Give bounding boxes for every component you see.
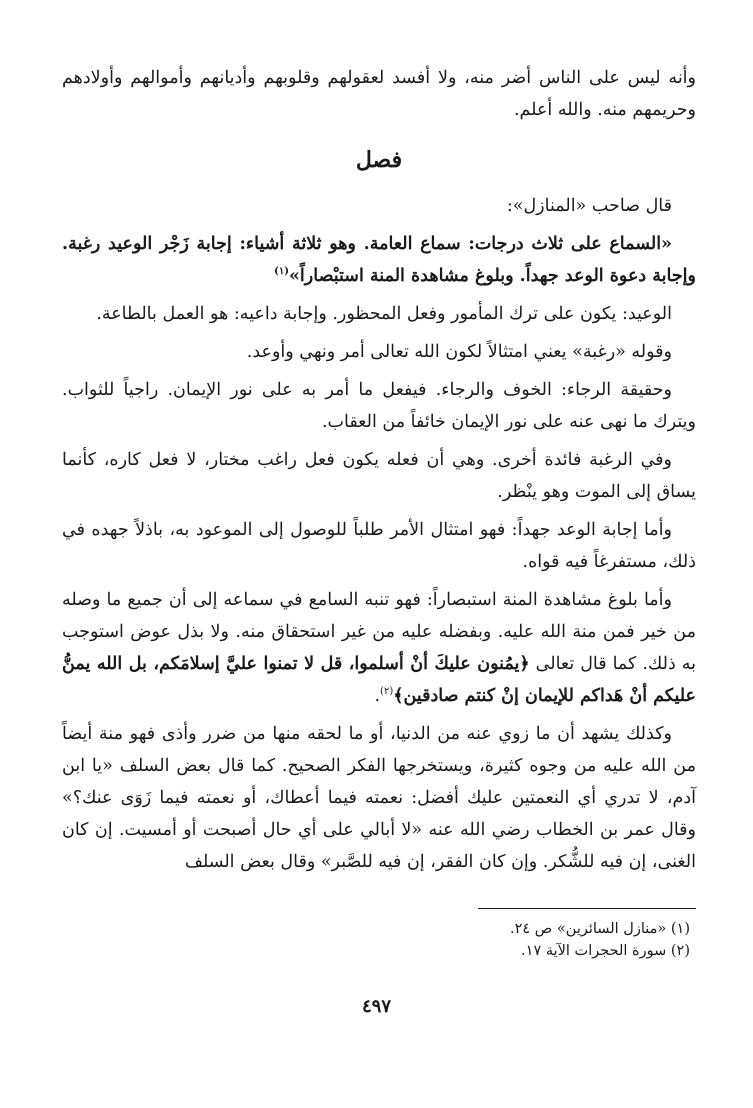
paragraph-7: وفي الرغبة فائدة أخرى. وهي أن فعله يكون فعل راغب مختار، لا فعل كاره، كأنما يساق إلى الموت وهو ينْظر. — [62, 450, 696, 502]
section-title: فصل — [355, 147, 403, 173]
footnote-divider — [478, 908, 696, 909]
page-number: ٤٩٧ — [361, 996, 391, 1017]
footnote-1: (١) «منازل السائرين» ص ٢٤. — [509, 921, 690, 937]
quran-quote: ﴿يمُنون عليكَ أنْ أسلموا، قل لا تمنوا عليَّ إسلامَكم، بل الله يمنُّ عليكم أنْ هَداكم للإيمان إنْ كنتم صادقين﴾ — [62, 654, 696, 706]
footnote-ref-1: (١) — [274, 266, 289, 278]
page-body — [62, 62, 696, 884]
paragraph-3-text: «السماع على ثلاث درجات: سماع العامة. وهو ثلاثة أشياء: إجابة زَجْر الوعيد رغبة. وإجابة دعوة الوعد جهداً. وبلوغ مشاهدة المنة استبْصاراً» — [62, 234, 696, 286]
paragraph-9-text: وأما بلوغ مشاهدة المنة استبصاراً: فهو تنبه السامع في سماعه إلى أن جميع ما وصله من خير فمن منة الله عليه. وبفضله عليه من غير استحقاق منه. ولا بذل عوض استوجب به ذلك. كما قال تعالى — [62, 590, 697, 674]
paragraph-10: وكذلك يشهد أن ما زوي عنه من الدنيا، أو ما لحقه منها من ضرر وأذى فهو منة أيضاً من الله عليه من وجوه كثيرة، ويستخرجها الفكر الصحيح. كما قال بعض السلف «يا ابن آدم، لا تدري أي النعمتين عليك أفضل: نعمته فيما أعطاك، أو نعمته فيما زَوَى عنك؟» وقال عمر بن الخطاب رضي الله عنه «لا أبالي على أي حال أصبحت أو أمسيت. إن كان الغنى، إن فيه للشُّكر. وإن كان الفقر، إن فيه للصَّبر» وقال بعض السلف — [62, 724, 696, 872]
paragraph-9-end: . — [374, 686, 381, 706]
paragraph-4: الوعيد: يكون على ترك المأمور وفعل المحظور. وإجابة داعيه: هو العمل بالطاعة. — [96, 304, 672, 324]
footnotes — [62, 918, 696, 962]
paragraph-6: وحقيقة الرجاء: الخوف والرجاء. فيفعل ما أمر به على نور الإيمان. راجياً للثواب. ويترك ما نهى عنه على نور الإيمان خائفاً من العقاب. — [62, 380, 696, 432]
footnote-2: (٢) سورة الحجرات الآية ١٧. — [521, 943, 690, 959]
paragraph-5: وقوله «رغبة» يعني امتثالاً لكون الله تعالى أمر ونهي وأوعد. — [246, 342, 672, 362]
paragraph-9 — [62, 584, 696, 712]
paragraph-2: قال صاحب «المنازل»: — [506, 196, 672, 216]
footnote-ref-2: (٢) — [380, 686, 394, 698]
paragraph-8: وأما إجابة الوعد جهداً: فهو امتثال الأمر طلباً للوصول إلى الموعود به، باذلاً جهده في ذلك، مستفرغاً فيه قواه. — [62, 520, 696, 572]
paragraph-1: وأنه ليس على الناس أضر منه، ولا أفسد لعقولهم وقلوبهم وأديانهم وأموالهم وأولادهم وحريمهم منه. والله أعلم. — [62, 68, 696, 120]
paragraph-3-quote — [62, 228, 696, 292]
